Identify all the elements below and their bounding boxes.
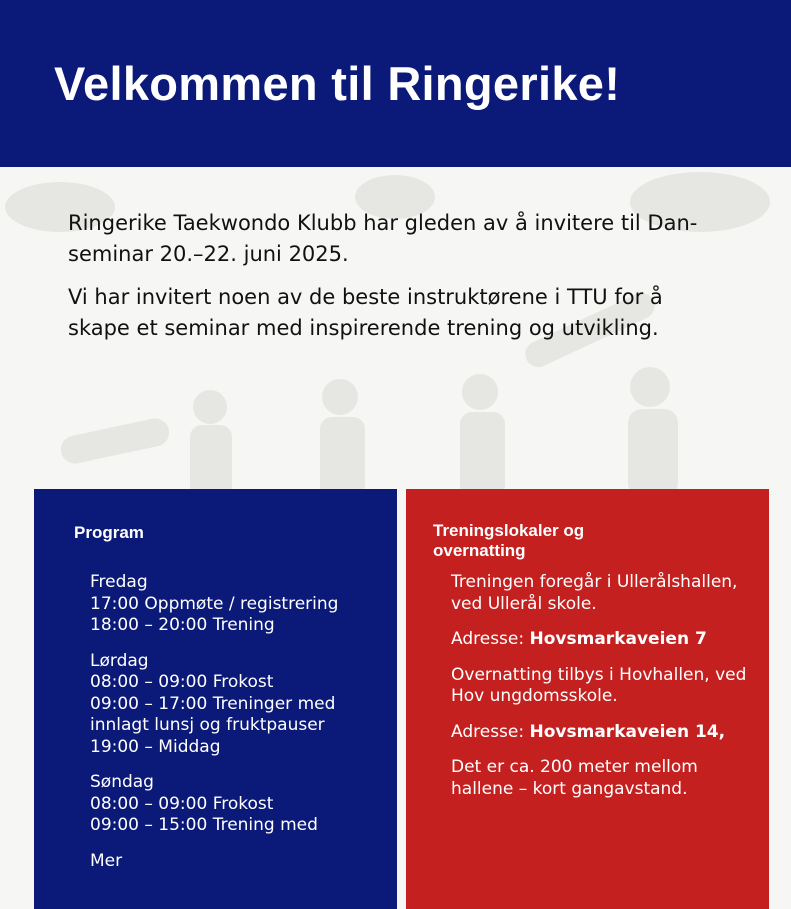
day-label: Fredag — [90, 572, 148, 592]
program-item: 19:00 – Middag — [90, 736, 221, 757]
program-item: 18:00 – 20:00 Trening — [90, 615, 275, 635]
distance-text: Det er ca. 200 meter mellom hallene – kort gangavstand. — [451, 757, 698, 799]
program-day-sunday — [90, 772, 390, 837]
address-value: Hovsmarkaveien 14, — [529, 721, 726, 742]
program-item: 17:00 Oppmøte / registrering — [90, 593, 339, 614]
program-title: Program — [74, 523, 144, 542]
address-training — [451, 629, 751, 651]
training-location-text: Treningen foregår i Ullerålshallen, ved Ullerål skole. — [451, 572, 738, 614]
program-list — [90, 572, 390, 872]
program-item: 09:00 – 17:00 Treninger med — [90, 693, 336, 714]
intro-paragraph-instructors: Vi har invitert noen av de beste instruktørene i TTU for å skape et seminar med inspirerende trening og utvikling. — [68, 285, 663, 340]
program-item: 08:00 – 09:00 Frokost — [90, 672, 274, 692]
program-day-friday — [90, 572, 390, 637]
venue-title: Treningslokaler og overnatting — [433, 521, 585, 560]
program-item: innlagt lunsj og fruktpauser — [90, 715, 325, 735]
lodging-text: Overnatting tilbys i Hovhallen, ved Hov ungdomsskole. — [451, 664, 747, 706]
address-label: Adresse: — [451, 721, 525, 742]
header-banner — [0, 0, 791, 167]
day-label: Lørdag — [90, 650, 149, 671]
intro-paragraph-invitation: Ringerike Taekwondo Klubb har gleden av å invitere til Dan-seminar 20.–22. juni 2025. — [68, 211, 698, 266]
page-title: Velkommen til Ringerike! — [54, 57, 621, 110]
program-panel — [34, 489, 397, 909]
intro-text — [68, 208, 708, 356]
address-lodging — [451, 722, 751, 744]
address-value: Hovsmarkaveien 7 — [529, 629, 707, 649]
program-day-saturday — [90, 651, 390, 759]
day-label: Søndag — [90, 772, 154, 792]
venue-body — [451, 572, 751, 814]
address-label: Adresse: — [451, 629, 525, 649]
program-item: 09:00 – 15:00 Trening med — [90, 815, 318, 835]
venue-panel — [406, 489, 769, 909]
program-item: 08:00 – 09:00 Frokost — [90, 793, 274, 814]
more-link[interactable]: Mer — [90, 850, 123, 871]
